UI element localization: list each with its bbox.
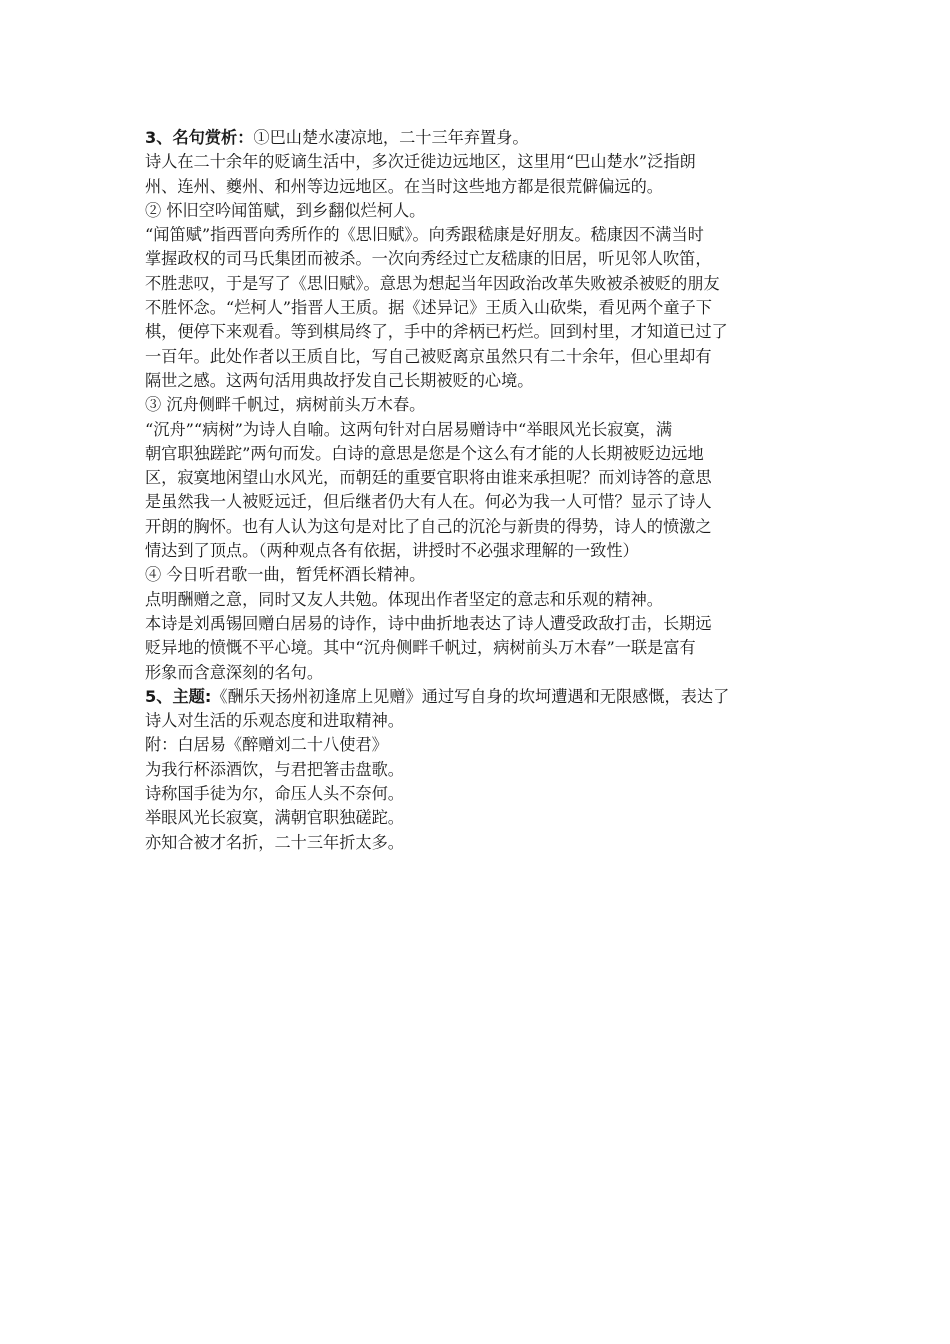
paragraph-line: “闻笛赋”指西晋向秀所作的《思旧赋》。向秀跟嵇康是好朋友。嵇康因不满当时: [145, 225, 704, 245]
theme-text: 《酬乐天扬州初逢席上见赠》通过写自身的坎坷遭遇和无限感慨，表达了: [211, 686, 730, 706]
paragraph-line: 是虽然我一人被贬远迁，但后继者仍大有人在。何必为我一人可惜？显示了诗人: [145, 492, 712, 512]
paragraph-line: 不胜怀念。“烂柯人”指晋人王质。据《述异记》王质入山砍柴，看见两个童子下: [145, 298, 712, 318]
quote-1: ①巴山楚水凄凉地，二十三年弃置身。: [253, 128, 529, 147]
paragraph-line: 一百年。此处作者以王质自比，写自己被贬离京虽然只有二十余年，但心里却有: [145, 346, 712, 366]
poem-line: 亦知合被才名折，二十三年折太多。: [145, 832, 404, 852]
paragraph-line: 开朗的胸怀。也有人认为这句是对比了自己的沉沦与新贵的得势，诗人的愤激之: [145, 516, 712, 536]
quote-3: ③ 沉舟侧畔千帆过，病树前头万木春。: [145, 395, 426, 415]
paragraph-line: 情达到了顶点。（两种观点各有依据，讲授时不必强求理解的一致性）: [145, 541, 639, 561]
poem-line: 诗称国手徒为尔，命压人头不奈何。: [145, 784, 404, 804]
appendix-title: 附：白居易《醉赠刘二十八使君》: [145, 735, 388, 755]
paragraph-line: 朝官职独蹉跎”两句而发。白诗的意思是您是个这么有才能的人长期被贬边远地: [145, 443, 704, 463]
section-3-heading-line: [145, 126, 813, 150]
paragraph-line: 棋，便停下来观看。等到棋局终了，手中的斧柄已朽烂。回到村里，才知道已过了: [145, 322, 728, 342]
paragraph-line: 州、连州、夔州、和州等边远地区。在当时这些地方都是很荒僻偏远的。: [145, 176, 663, 196]
section-3-label: 3、名句赏析：: [145, 128, 254, 147]
paragraph-line: 点明酬赠之意，同时又友人共勉。体现出作者坚定的意志和乐观的精神。: [145, 589, 663, 609]
section-5-label: 5、主题:: [145, 686, 212, 706]
paragraph-line: 贬异地的愤慨不平心境。其中“沉舟侧畔千帆过，病树前头万木春”一联是富有: [145, 638, 696, 658]
document-page: [145, 126, 813, 855]
paragraph-line: 诗人在二十余年的贬谪生活中，多次迁徙边远地区，这里用“巴山楚水”泛指朗: [145, 152, 696, 172]
section-5-heading-line: [145, 685, 813, 709]
quote-2: ② 怀旧空吟闻笛赋，到乡翻似烂柯人。: [145, 200, 426, 220]
paragraph-line: 隔世之感。这两句活用典故抒发自己长期被贬的心境。: [145, 370, 534, 390]
poem-line: 为我行杯添酒饮，与君把箸击盘歌。: [145, 759, 404, 779]
paragraph-line: 诗人对生活的乐观态度和进取精神。: [145, 711, 404, 731]
paragraph-line: 区，寂寞地闲望山水风光，而朝廷的重要官职将由谁来承担呢？而刘诗答的意思: [145, 468, 712, 488]
paragraph-line: “沉舟”“病树”为诗人自喻。这两句针对白居易赠诗中“举眼风光长寂寞，满: [145, 419, 673, 439]
paragraph-line: 不胜悲叹，于是写了《思旧赋》。意思为想起当年因政治改革失败被杀被贬的朋友: [145, 273, 720, 293]
paragraph-line: 掌握政权的司马氏集团而被杀。一次向秀经过亡友嵇康的旧居，听见邻人吹笛，: [145, 249, 712, 269]
paragraph-line: 本诗是刘禹锡回赠白居易的诗作，诗中曲折地表达了诗人遭受政敌打击，长期远: [145, 613, 712, 633]
poem-line: 举眼风光长寂寞，满朝官职独磋跎。: [145, 808, 404, 828]
paragraph-line: 形象而含意深刻的名句。: [145, 662, 324, 682]
quote-4: ④ 今日听君歌一曲，暂凭杯酒长精神。: [145, 565, 426, 585]
